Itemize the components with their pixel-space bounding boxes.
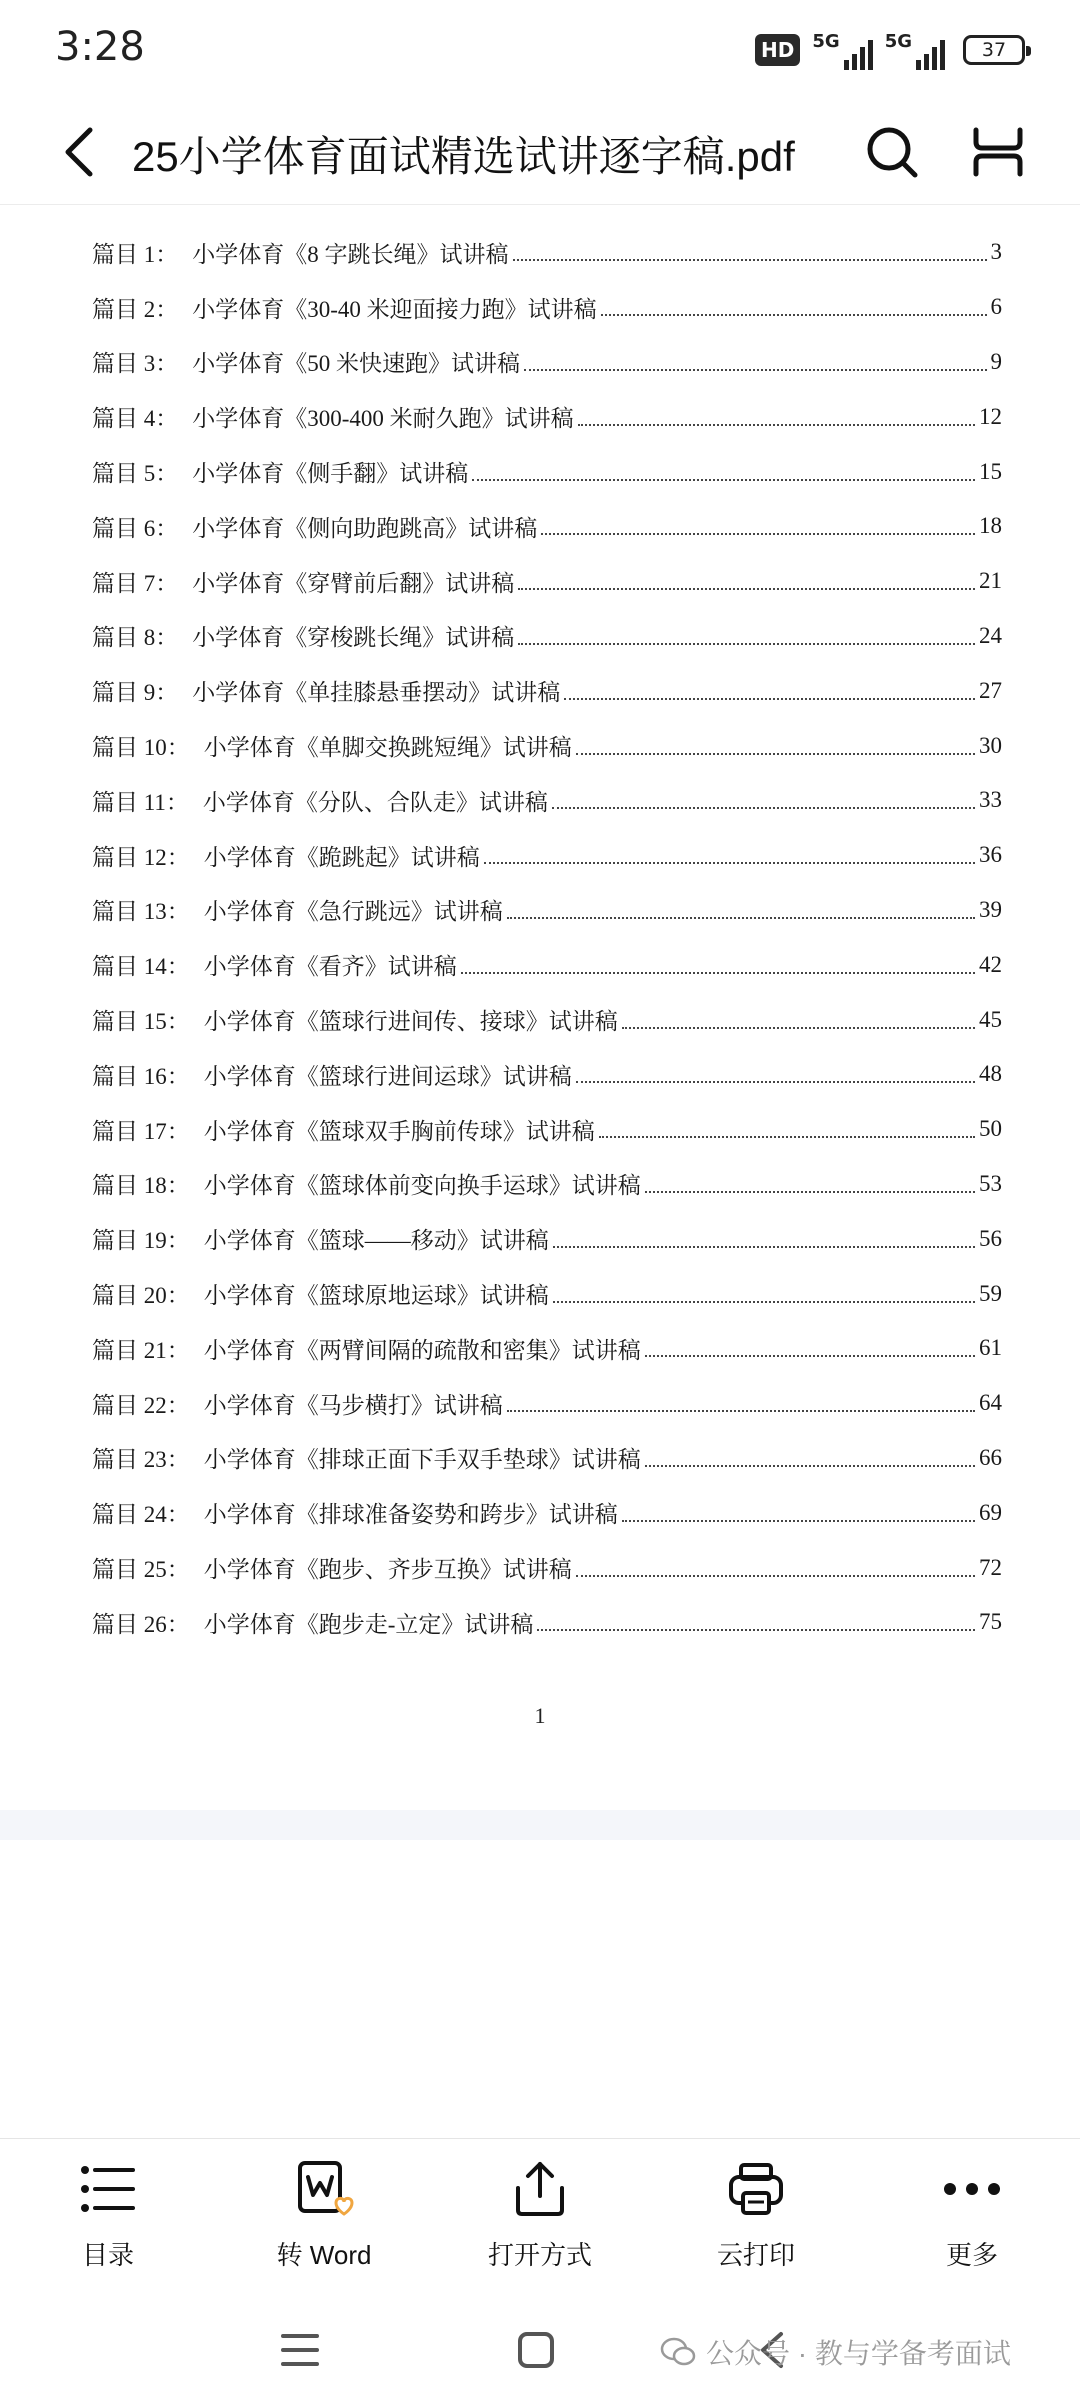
toc-entry[interactable]: [92, 1266, 1002, 1321]
toc-entry-page: 48: [979, 1061, 1002, 1087]
toc-entry-number: 篇目 22：: [92, 1392, 190, 1418]
table-of-contents: [92, 225, 1002, 1650]
toc-entry[interactable]: [92, 1211, 1002, 1266]
toc-entry-title: 小学体育《看齐》试讲稿: [203, 954, 457, 980]
pdf-page-2: [0, 1840, 1080, 2138]
toc-leader-dots: [524, 369, 987, 371]
toc-entry-number: 篇目 24：: [92, 1502, 190, 1528]
toc-entry-page: 18: [979, 513, 1002, 539]
toc-leader-dots: [518, 588, 975, 590]
toc-leader-dots: [541, 533, 975, 535]
more-label: 更多: [945, 2240, 998, 2270]
toc-entry[interactable]: [92, 499, 1002, 554]
toc-entry-title: 小学体育《8 字跳长绳》试讲稿: [192, 241, 509, 267]
toc-leader-dots: [622, 1520, 975, 1522]
reading-mode-button[interactable]: [966, 120, 1030, 184]
toc-leader-dots: [599, 1136, 975, 1138]
toc-entry-number: 篇目 6：: [92, 515, 179, 541]
toc-entry[interactable]: [92, 883, 1002, 938]
word-convert-icon: [292, 2157, 356, 2221]
toc-entry-title: 小学体育《篮球——移动》试讲稿: [203, 1228, 549, 1254]
toc-entry-page: 12: [979, 403, 1002, 429]
toc-entry-number: 篇目 16：: [92, 1063, 190, 1089]
toc-entry-number: 篇目 2：: [92, 296, 179, 322]
toc-entry[interactable]: [92, 1321, 1002, 1376]
toc-entry[interactable]: [92, 1540, 1002, 1595]
toc-entry-number: 篇目 5：: [92, 461, 179, 487]
toc-entry-title: 小学体育《侧手翻》试讲稿: [192, 461, 469, 487]
toc-entry-page: 27: [979, 677, 1002, 703]
network-type-label: 5G: [884, 30, 912, 52]
signal-5g-1: [812, 31, 872, 70]
bottom-toolbar: [0, 2138, 1080, 2299]
toc-entry-title: 小学体育《单挂膝悬垂摆动》试讲稿: [192, 680, 561, 706]
toc-entry-number: 篇目 11：: [92, 789, 189, 815]
toc-entry-title: 小学体育《50 米快速跑》试讲稿: [192, 351, 520, 377]
back-button[interactable]: [48, 120, 112, 184]
share-icon: [508, 2157, 572, 2221]
toc-entry-title: 小学体育《穿梭跳长绳》试讲稿: [192, 625, 515, 651]
toc-entry[interactable]: [92, 225, 1002, 280]
toc-entry[interactable]: [92, 828, 1002, 883]
back-arrow-icon: [60, 126, 100, 178]
signal-bars-icon: [844, 38, 873, 70]
wechat-icon: [660, 2337, 696, 2367]
toc-entry[interactable]: [92, 1102, 1002, 1157]
toc-entry-number: 篇目 18：: [92, 1173, 190, 1199]
toc-entry[interactable]: [92, 718, 1002, 773]
home-button[interactable]: [506, 2320, 566, 2380]
toc-entry[interactable]: [92, 609, 1002, 664]
toc-entry-number: 篇目 3：: [92, 351, 179, 377]
toc-entry-page: 24: [979, 622, 1002, 648]
toc-leader-dots: [484, 862, 975, 864]
toc-leader-dots: [518, 643, 975, 645]
toc-entry-title: 小学体育《篮球行进间运球》试讲稿: [203, 1063, 572, 1089]
toc-entry[interactable]: [92, 335, 1002, 390]
pdf-page-1: [0, 205, 1080, 1810]
toc-entry[interactable]: [92, 554, 1002, 609]
toc-entry-page: 64: [979, 1390, 1002, 1416]
toc-leader-dots: [513, 259, 987, 261]
toc-entry-title: 小学体育《篮球原地运球》试讲稿: [203, 1283, 549, 1309]
toc-entry-page: 72: [979, 1554, 1002, 1580]
toc-entry-page: 66: [979, 1444, 1002, 1470]
toc-entry[interactable]: [92, 773, 1002, 828]
toc-entry[interactable]: [92, 663, 1002, 718]
toc-leader-dots: [507, 917, 975, 919]
toc-entry-number: 篇目 8：: [92, 625, 179, 651]
toc-entry-page: 36: [979, 842, 1002, 868]
toc-entry-page: 56: [979, 1225, 1002, 1251]
toc-entry-page: 33: [979, 787, 1002, 813]
list-icon: [76, 2157, 140, 2221]
toc-entry-number: 篇目 1：: [92, 241, 179, 267]
toc-entry-page: 21: [979, 568, 1002, 594]
toc-entry-number: 篇目 15：: [92, 1009, 190, 1035]
page-number: 1: [534, 1703, 546, 1728]
toc-entry[interactable]: [92, 389, 1002, 444]
watermark-text: 公众号 · 教与学备考面试: [706, 2338, 1011, 2369]
reading-mode-icon: [970, 126, 1026, 178]
toc-entry-page: 42: [979, 951, 1002, 977]
cloud-print-label: 云打印: [716, 2240, 795, 2270]
status-bar: [0, 0, 1080, 100]
toc-leader-dots: [507, 1410, 975, 1412]
toc-leader-dots: [553, 1301, 975, 1303]
toc-leader-dots: [645, 1355, 975, 1357]
toc-entry-page: 30: [979, 732, 1002, 758]
title-bar: [0, 100, 1080, 205]
system-nav-bar: [0, 2298, 1080, 2401]
toc-entry-title: 小学体育《跪跳起》试讲稿: [203, 844, 480, 870]
toc-entry-page: 53: [979, 1170, 1002, 1196]
toc-entry-page: 50: [979, 1116, 1002, 1142]
toc-entry-page: 45: [979, 1006, 1002, 1032]
toc-entry-number: 篇目 19：: [92, 1228, 190, 1254]
toc-leader-dots: [578, 424, 975, 426]
toc-entry-title: 小学体育《侧向助跑跳高》试讲稿: [192, 515, 538, 541]
contents-button[interactable]: [0, 2139, 216, 2299]
signal-bars-icon: [916, 38, 945, 70]
toc-entry-number: 篇目 20：: [92, 1283, 190, 1309]
toc-entry[interactable]: [92, 1431, 1002, 1486]
toc-entry[interactable]: [92, 280, 1002, 335]
toc-leader-dots: [576, 1081, 975, 1083]
toc-entry-number: 篇目 21：: [92, 1337, 190, 1363]
home-square-icon: [516, 2330, 556, 2370]
toc-entry-title: 小学体育《单脚交换跳短绳》试讲稿: [203, 735, 572, 761]
toc-entry-title: 小学体育《篮球行进间传、接球》试讲稿: [203, 1009, 618, 1035]
toc-entry-number: 篇目 23：: [92, 1447, 190, 1473]
toc-leader-dots: [472, 479, 975, 481]
toc-entry-title: 小学体育《跑步、齐步互换》试讲稿: [203, 1557, 572, 1583]
convert-to-word-button[interactable]: [216, 2139, 432, 2299]
toc-entry-number: 篇目 17：: [92, 1118, 190, 1144]
toc-leader-dots: [564, 698, 975, 700]
toc-leader-dots: [461, 972, 975, 974]
toc-leader-dots: [576, 1575, 975, 1577]
toc-entry-title: 小学体育《篮球体前变向换手运球》试讲稿: [203, 1173, 641, 1199]
toc-entry-title: 小学体育《分队、合队走》试讲稿: [202, 789, 548, 815]
toc-entry-title: 小学体育《急行跳远》试讲稿: [203, 899, 503, 925]
menu-lines-icon: [280, 2332, 320, 2368]
toc-entry[interactable]: [92, 1485, 1002, 1540]
network-type-label: 5G: [812, 30, 840, 52]
battery-icon: 37: [963, 35, 1025, 65]
recent-apps-button[interactable]: [270, 2320, 330, 2380]
more-button[interactable]: [864, 2139, 1080, 2299]
toc-entry-number: 篇目 4：: [92, 406, 179, 432]
toc-entry[interactable]: [92, 444, 1002, 499]
toc-entry-title: 小学体育《排球正面下手双手垫球》试讲稿: [203, 1447, 641, 1473]
toc-entry-number: 篇目 9：: [92, 680, 179, 706]
toc-entry-number: 篇目 10：: [92, 735, 190, 761]
toc-leader-dots: [576, 753, 975, 755]
watermark: [660, 2332, 1011, 2372]
hd-voice-badge: HD: [755, 34, 800, 66]
toc-entry-title: 小学体育《排球准备姿势和跨步》试讲稿: [203, 1502, 618, 1528]
toc-leader-dots: [552, 807, 975, 809]
toc-entry[interactable]: [92, 992, 1002, 1047]
signal-5g-2: [885, 31, 945, 70]
toc-entry-page: 59: [979, 1280, 1002, 1306]
toc-entry-page: 69: [979, 1499, 1002, 1525]
toc-entry-page: 9: [990, 348, 1002, 374]
toc-entry[interactable]: [92, 1376, 1002, 1431]
toc-entry-title: 小学体育《300-400 米耐久跑》试讲稿: [192, 406, 574, 432]
toc-entry-page: 6: [990, 294, 1002, 320]
toc-leader-dots: [645, 1465, 975, 1467]
more-dots-icon: [940, 2157, 1004, 2221]
toc-leader-dots: [645, 1191, 975, 1193]
status-indicators: [755, 30, 1025, 70]
toc-entry[interactable]: [92, 937, 1002, 992]
open-with-label: 打开方式: [487, 2240, 592, 2270]
cloud-print-button[interactable]: [648, 2139, 864, 2299]
toc-entry-title: 小学体育《篮球双手胸前传球》试讲稿: [203, 1118, 595, 1144]
toc-entry-number: 篇目 14：: [92, 954, 190, 980]
convert-to-word-label: 转 Word: [276, 2240, 372, 2270]
toc-leader-dots: [601, 314, 987, 316]
toc-entry-page: 15: [979, 458, 1002, 484]
printer-icon: [724, 2157, 788, 2221]
toc-entry-number: 篇目 13：: [92, 899, 190, 925]
toc-entry-page: 39: [979, 896, 1002, 922]
toc-entry-title: 小学体育《穿臂前后翻》试讲稿: [192, 570, 515, 596]
toc-entry[interactable]: [92, 1157, 1002, 1212]
contents-label: 目录: [81, 2240, 134, 2270]
toc-leader-dots: [622, 1027, 975, 1029]
toc-entry-title: 小学体育《马步横打》试讲稿: [203, 1392, 503, 1418]
toc-entry-number: 篇目 7：: [92, 570, 179, 596]
pdf-viewport[interactable]: [0, 205, 1080, 2138]
toc-entry-page: 75: [979, 1609, 1002, 1635]
toc-leader-dots: [537, 1629, 975, 1631]
toc-entry[interactable]: [92, 1595, 1002, 1650]
toc-entry-title: 小学体育《跑步走-立定》试讲稿: [203, 1611, 534, 1637]
search-icon: [864, 124, 920, 180]
search-button[interactable]: [860, 120, 924, 184]
document-title: 25小学体育面试精选试讲逐字稿.pdf: [132, 133, 795, 180]
toc-entry-page: 3: [990, 239, 1002, 265]
toc-entry-page: 61: [979, 1335, 1002, 1361]
toc-entry-number: 篇目 25：: [92, 1557, 190, 1583]
toc-entry-number: 篇目 26：: [92, 1611, 190, 1637]
toc-entry[interactable]: [92, 1047, 1002, 1102]
toc-entry-title: 小学体育《30-40 米迎面接力跑》试讲稿: [192, 296, 597, 322]
toc-entry-title: 小学体育《两臂间隔的疏散和密集》试讲稿: [203, 1337, 641, 1363]
toc-entry-number: 篇目 12：: [92, 844, 190, 870]
open-with-button[interactable]: [432, 2139, 648, 2299]
status-time: 3:28: [55, 24, 145, 70]
toc-leader-dots: [553, 1246, 975, 1248]
